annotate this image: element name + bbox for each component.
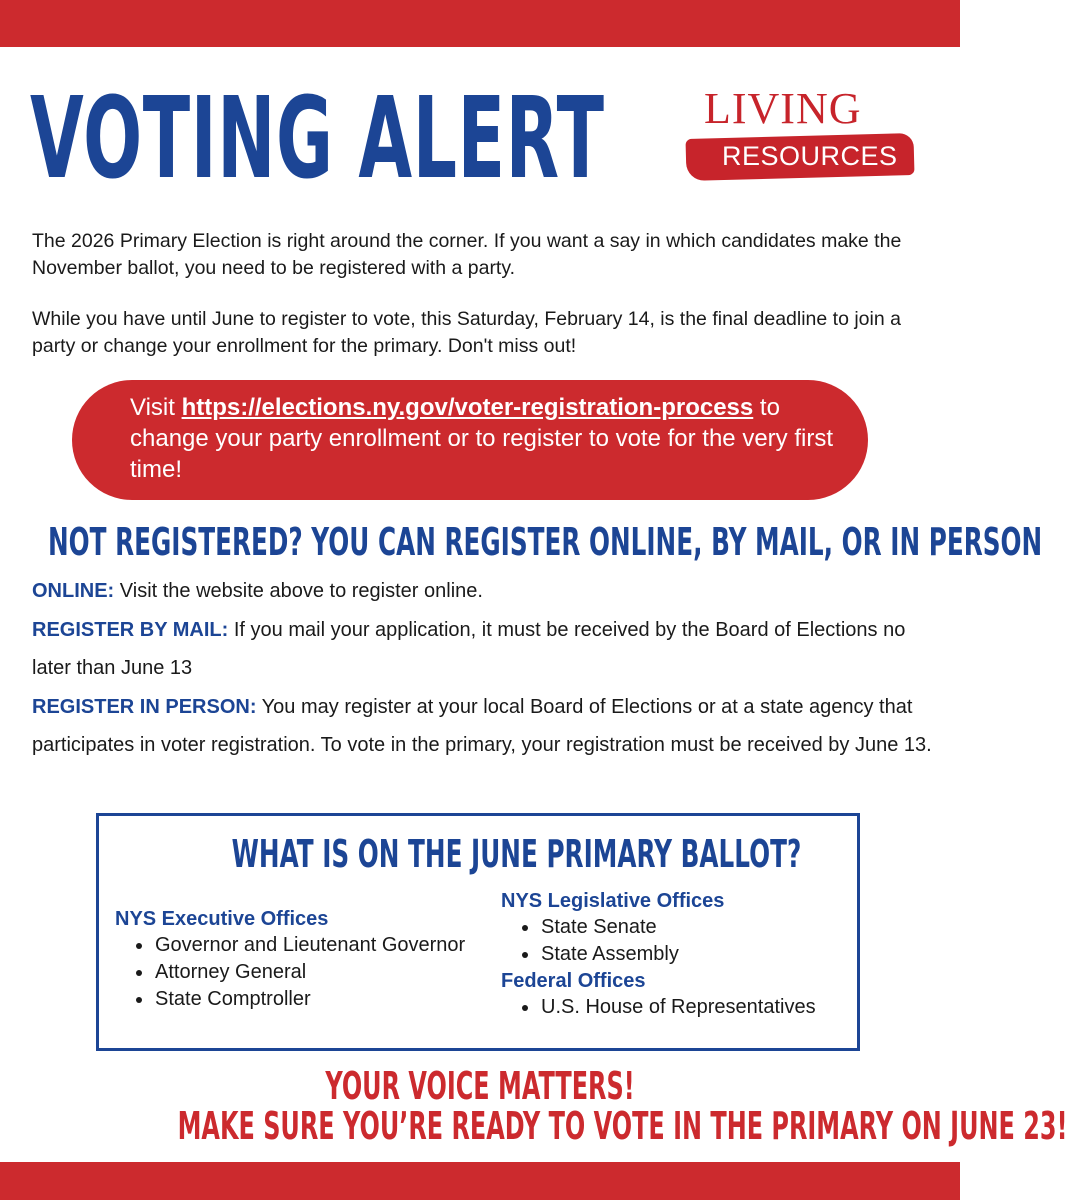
ballot-box	[96, 813, 860, 1051]
page-title: VOTING ALERT	[30, 74, 605, 204]
executive-list	[115, 932, 465, 1013]
executive-offices	[115, 906, 465, 1013]
intro-paragraph-2: While you have until June to register to vote, this Saturday, February 14, is the final deadline to join a party or change your enrollment for the primary. Don't miss out!	[32, 308, 901, 357]
list-item: Attorney General	[155, 959, 465, 986]
list-item: U.S. House of Representatives	[541, 994, 816, 1021]
footer-line-1: YOUR VOICE MATTERS!	[325, 1064, 635, 1108]
in-person-text: You may register at your local Board of Elections or at a state agency that participates in voter registration. To vote in the primary, your registration must be received by June 13.	[32, 695, 932, 756]
in-person-label: REGISTER IN PERSON:	[32, 695, 257, 718]
top-red-bar	[0, 0, 960, 47]
registration-callout	[72, 380, 868, 500]
callout-suffix: to change your party enrollment or to register to vote for the very first time!	[130, 394, 833, 483]
logo-wordmark-top: LIVING	[704, 84, 862, 133]
mail-label: REGISTER BY MAIL:	[32, 618, 229, 641]
executive-heading: NYS Executive Offices	[115, 908, 329, 930]
legislative-heading: NYS Legislative Offices	[501, 890, 725, 912]
footer-line-2: MAKE SURE YOU’RE READY TO VOTE IN THE PRIMARY ON JUNE 23!	[177, 1104, 1068, 1148]
federal-heading: Federal Offices	[501, 970, 646, 992]
ballot-heading: WHAT IS ON THE JUNE PRIMARY BALLOT?	[231, 832, 802, 876]
registration-methods	[32, 572, 942, 765]
list-item: Governor and Lieutenant Governor	[155, 932, 465, 959]
legislative-federal-offices	[501, 888, 816, 1021]
list-item: State Comptroller	[155, 986, 465, 1013]
registration-link[interactable]: https://elections.ny.gov/voter-registration-process	[181, 394, 754, 421]
register-heading: NOT REGISTERED? YOU CAN REGISTER ONLINE, BY MAIL, OR IN PERSON	[48, 520, 1043, 564]
list-item: State Assembly	[541, 941, 816, 968]
federal-list	[501, 994, 816, 1021]
footer-message	[0, 1064, 1068, 1148]
online-text: Visit the website above to register online.	[114, 580, 483, 602]
online-label: ONLINE:	[32, 580, 115, 602]
living-resources-logo	[686, 84, 916, 180]
legislative-list	[501, 914, 816, 968]
bottom-red-bar	[0, 1162, 960, 1200]
list-item: State Senate	[541, 914, 816, 941]
callout-text	[130, 392, 850, 485]
logo-wordmark-bottom: RESOURCES	[722, 141, 898, 171]
callout-prefix: Visit	[130, 394, 182, 421]
mail-text: If you mail your application, it must be received by the Board of Elections no later than June 13	[32, 618, 906, 679]
intro-paragraph-1: The 2026 Primary Election is right around the corner. If you want a say in which candidates make the November ballot, you need to be registered with a party.	[32, 230, 902, 279]
